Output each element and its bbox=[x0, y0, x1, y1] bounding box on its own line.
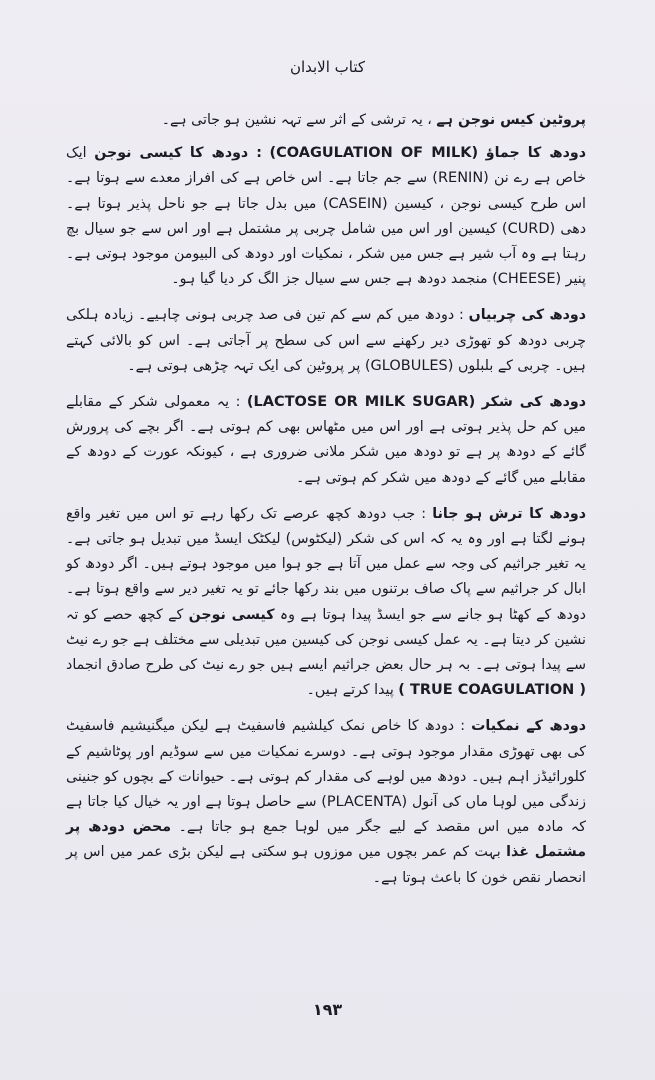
paragraph-text: پیدا کرتے ہیں۔ bbox=[306, 682, 394, 699]
latin-term: (GLOBULES) bbox=[364, 357, 454, 374]
paragraph-text: : یہ معمولی شکر کے مقابلے میں کم حل پذیر ہوتی ہے اور اس میں مٹھاس بھی کم ہوتی ہے۔ اگر بچے کی پرورش گائے کے دودھ پر ہے تو دودھ میں شکر ملانی ضروری ہے ، کیونکہ عورت کے دودھ کے مقابلے میں گائے کے دودھ میں شکر کم ہوتی ہے۔ bbox=[66, 394, 586, 486]
paragraph-protein bbox=[66, 108, 586, 133]
latin-term: (CASEIN) bbox=[322, 195, 388, 212]
page-body bbox=[66, 108, 586, 902]
paragraph-text: سے جم جاتا ہے۔ اس خاص ہے کی افراز معدے سے ہوتا ہے۔ اس طرح کیسی نوجن ، کیسین bbox=[66, 170, 586, 212]
latin-term: ( TRUE COAGULATION ) bbox=[398, 682, 586, 699]
paragraph-text: کیسین اور اس میں شامل چربی پر مشتمل ہے اور اس سے جو سیال بچ رہتا ہے وہ آب شیر ہے جس میں شکر ، نمکیات اور دودھ کی البیومن موجود ہوتی ہے۔ پنیر bbox=[66, 220, 586, 288]
latin-term: (PLACENTA) bbox=[321, 794, 408, 811]
bold-phrase: محض دودھ پر مشتمل غذا bbox=[66, 819, 586, 861]
paragraph-text: : جب دودھ کچھ عرصے تک رکھا رہے تو اس میں تغیر واقع ہونے لگتا ہے اور وہ یہ کہ اس کی شکر (لیکٹوس) لیکٹک ایسڈ میں تبدیل ہو جاتی ہے۔ یہ تغیر جراثیم کی وجہ سے عمل میں آتا ہے جو ہوا میں موجود ہوتے ہیں۔ اگر دودھ کو ابال کر جراثیم سے پاک صاف برتنوں میں بند رکھا جائے تو یہ تغیر دیر سے واقع ہوتا ہے۔ دودھ کے کھٹا ہو جانے سے جو ایسڈ پیدا ہوتا ہے وہ bbox=[66, 505, 586, 623]
paragraph-text: : دودھ کا خاص نمک کیلشیم فاسفیٹ ہے لیکن میگنیشیم فاسفیٹ کی بھی تھوڑی مقدار موجود ہوتی ہے۔ دوسرے نمکیات میں سے سوڈیم اور پوٹاشیم کے کلورائیڈز اہم ہیں۔ دودھ میں لوہے کی مقدار کم ہوتی ہے۔ حیوانات کے بچوں کو جنینی زندگی میں لوہا ماں کی آنول bbox=[66, 718, 587, 811]
section-heading: دودھ کا جماؤ bbox=[485, 145, 586, 162]
paragraph-text: میں بدل جاتا ہے جو ناحل پذیر ہوتا ہے۔ دھی bbox=[66, 195, 587, 237]
paragraph-text: منجمد دودھ ہے جس سے سیال جز الگ کر دیا گیا ہو۔ bbox=[171, 271, 488, 288]
running-header: کتاب الابدان bbox=[289, 58, 366, 76]
bold-phrase: کیسی نوجن bbox=[94, 145, 183, 162]
latin-term: (LACTOSE OR MILK SUGAR) bbox=[246, 394, 476, 411]
section-heading: دودھ کی چربیاں bbox=[468, 307, 587, 324]
latin-term: (COAGULATION OF MILK) bbox=[269, 145, 479, 162]
latin-term: (CURD) bbox=[501, 220, 556, 237]
paragraph-text: کے کچھ حصے کو تہ نشین کر دیتا ہے۔ یہ عمل کیسی نوجن کی کیسین میں تبدیلی سے مختلف ہے جو رے نیٹ سے پیدا ہوتی ہے۔ بہ ہر حال بعض جراثیم ایسے ہیں جو رے نیٹ کی طرح صادق انجماد bbox=[66, 606, 586, 674]
paragraph-sugar bbox=[66, 390, 586, 491]
paragraph-souring bbox=[66, 502, 586, 704]
paragraph-text: سے حاصل ہوتا ہے اور یہ خیال کیا جاتا ہے کہ مادہ میں اس مقصد کے لیے جگر میں لوہا جمع ہو جاتا ہے۔ bbox=[66, 794, 586, 836]
paragraph-text: ایک خاص ہے رے نن bbox=[66, 145, 587, 187]
paragraph-fats bbox=[66, 303, 586, 379]
section-heading: دودھ کا ترش ہو جانا bbox=[432, 505, 586, 522]
paragraph-text: : دودھ میں کم سے کم تین فی صد چربی ہونی چاہیے۔ زیادہ ہلکی چربی دودھ کو تھوڑی دیر رکھنے سے اس کی سطح پر آجاتی ہے۔ اس کو بالائی کہتے ہیں۔ چربی کے بلبلوں bbox=[66, 307, 586, 374]
paragraph-coagulation bbox=[66, 141, 586, 292]
page-number: ۱۹۳ bbox=[312, 1000, 343, 1019]
paragraph-text: بہت کم عمر بچوں میں موزوں ہو سکتی ہے لیکن بڑی عمر میں اس پر انحصار نقص خون کا باعث ہوتا ہے۔ bbox=[66, 844, 586, 886]
section-heading: دودھ کی شکر bbox=[481, 394, 586, 411]
paragraph-text: پر پروٹین کی ایک تہہ چڑھی ہوتی ہے۔ bbox=[127, 357, 361, 374]
paragraph-text: : دودھ کا bbox=[189, 145, 262, 162]
paragraph-text: ، یہ ترشی کے اثر سے تہہ نشین ہو جاتی ہے۔ bbox=[161, 112, 432, 128]
paragraph-salts bbox=[66, 714, 586, 890]
bold-phrase: پروٹین کیس نوجن ہے bbox=[436, 112, 586, 128]
latin-term: (CHEESE) bbox=[492, 271, 562, 288]
bold-phrase: کیسی نوجن bbox=[188, 606, 275, 623]
latin-term: (RENIN) bbox=[432, 170, 489, 187]
section-heading: دودھ کے نمکیات bbox=[471, 718, 586, 735]
